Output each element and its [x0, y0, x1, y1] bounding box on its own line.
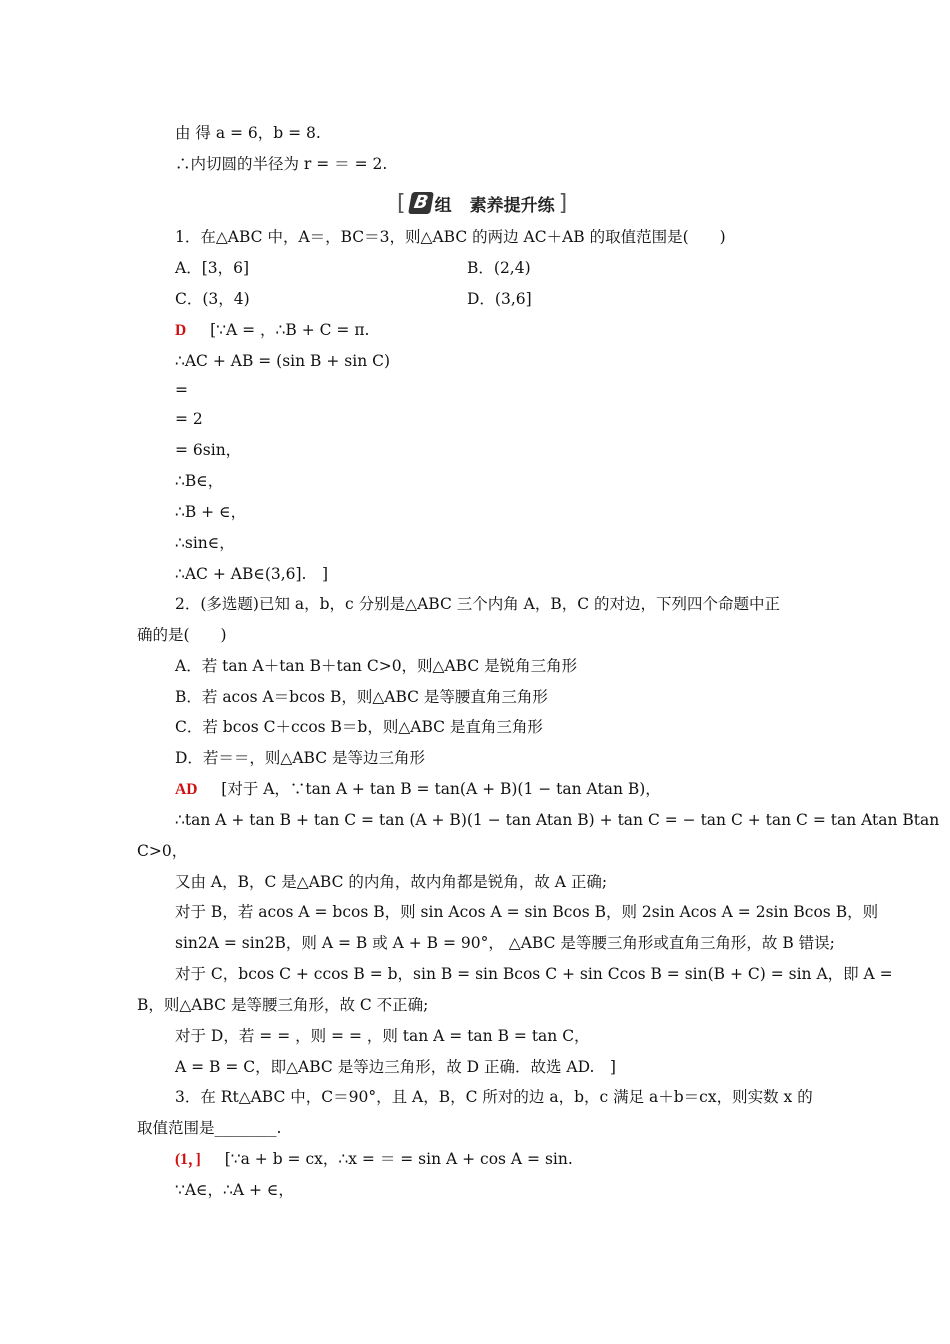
q1-solution-line-4: = 2: [175, 410, 203, 428]
q3-solution-line-1: [175, 1149, 573, 1170]
q1-solution-line-2: ∴AC + AB = (sin B + sin C): [175, 352, 391, 370]
q3-solution-line-2: ∵A∈，∴A + ∈，: [175, 1181, 294, 1199]
q1-answer: D: [175, 322, 187, 339]
banner-b-mark: B: [408, 192, 434, 214]
q1-solution-line-3: =: [175, 381, 188, 399]
q2-solution-line-9: 对于 D，若 = = ，则 = = ，则 tan A = tan B = tan C，: [175, 1027, 590, 1045]
q2-solution-line-3: C>0，: [137, 842, 188, 860]
q1-solution-line-5: = 6sin，: [175, 441, 242, 459]
intro-line-1: 由 得 a = 6，b = 8.: [175, 124, 321, 142]
q2-solution-line-10: A = B = C，即△ABC 是等边三角形，故 D 正确．故选 AD. ]: [175, 1058, 616, 1076]
q1-solution-line-8: ∴sin∈，: [175, 534, 235, 552]
q2-option-c: C．若 bcos C＋ccos B＝b，则△ABC 是直角三角形: [175, 718, 543, 736]
q2-option-b: B．若 acos A＝bcos B，则△ABC 是等腰直角三角形: [175, 688, 548, 706]
section-banner: [393, 190, 571, 216]
q2-solution-line-4: 又由 A，B，C 是△ABC 的内角，故内角都是锐角，故 A 正确;: [175, 873, 608, 891]
q2-solution-line-8: B，则△ABC 是等腰三角形，故 C 不正确;: [137, 996, 429, 1014]
q1-option-d: D．(3,6]: [467, 290, 532, 308]
q2-stem-line-1: 2．(多选题)已知 a，b，c 分别是△ABC 三个内角 A，B，C 的对边，下列四个命题中正: [175, 595, 781, 613]
q3-answer: (1，]: [175, 1151, 201, 1168]
q1-solution-line-6: ∴B∈，: [175, 472, 224, 490]
q3-stem-line-1: 3．在 Rt△ABC 中，C＝90°，且 A，B，C 所对的边 a，b，c 满足 a＋b＝cx，则实数 x 的: [175, 1088, 813, 1106]
q1-stem: 1．在△ABC 中，A＝，BC＝3，则△ABC 的两边 AC＋AB 的取值范围是( ): [175, 228, 726, 246]
q1-solution-line-9: ∴AC + AB∈(3,6]. ]: [175, 565, 329, 583]
banner-bracket-right: ]: [558, 190, 568, 216]
q2-answer: AD: [175, 781, 198, 798]
q2-solution-line-2: ∴tan A + tan B + tan C = tan (A + B)(1 − tan Atan B) + tan C = − tan C + tan C = tan Atan Btan: [175, 811, 940, 829]
q2-option-a: A．若 tan A＋tan B＋tan C>0，则△ABC 是锐角三角形: [175, 657, 578, 675]
banner-group: 组: [434, 195, 452, 216]
q1-option-b: B．(2,4): [467, 259, 531, 277]
q1-option-c: C．(3，4): [175, 290, 250, 308]
intro-line-2: ∴内切圆的半径为 r = ＝ = 2.: [175, 155, 388, 173]
q3-stem-line-2: 取值范围是________.: [137, 1119, 282, 1137]
q1-option-a: A．[3，6]: [175, 259, 250, 277]
q2-option-d: D．若＝＝，则△ABC 是等边三角形: [175, 749, 426, 767]
banner-bracket-left: [: [397, 190, 406, 216]
banner-title: 素养提升练: [469, 195, 555, 216]
q2-solution-line-5: 对于 B，若 acos A = bcos B，则 sin Acos A = sin Bcos B，则 2sin Acos A = 2sin Bcos B，则: [175, 903, 879, 921]
q3-solution-text: [∵a + b = cx，∴x = ＝ = sin A + cos A = sin.: [224, 1150, 573, 1168]
q1-solution-line-7: ∴B + ∈，: [175, 503, 247, 521]
q2-solution-line-7: 对于 C，bcos C + ccos B = b，sin B = sin Bcos C + sin Ccos B = sin(B + C) = sin A，即 A =: [175, 965, 893, 983]
q1-solution-line-1: [175, 320, 369, 341]
q2-solution-text: [对于 A，∵tan A + tan B = tan(A + B)(1 − tan Atan B)，: [221, 780, 661, 798]
q2-solution-line-6: sin2A = sin2B，则 A = B 或 A + B = 90°， △ABC 是等腰三角形或直角三角形，故 B 错误;: [175, 934, 835, 952]
q2-stem-line-2: 确的是( ): [137, 626, 227, 644]
q2-solution-line-1: [175, 779, 661, 800]
q1-solution-text: [∵A = ，∴B + C = π.: [210, 321, 370, 339]
